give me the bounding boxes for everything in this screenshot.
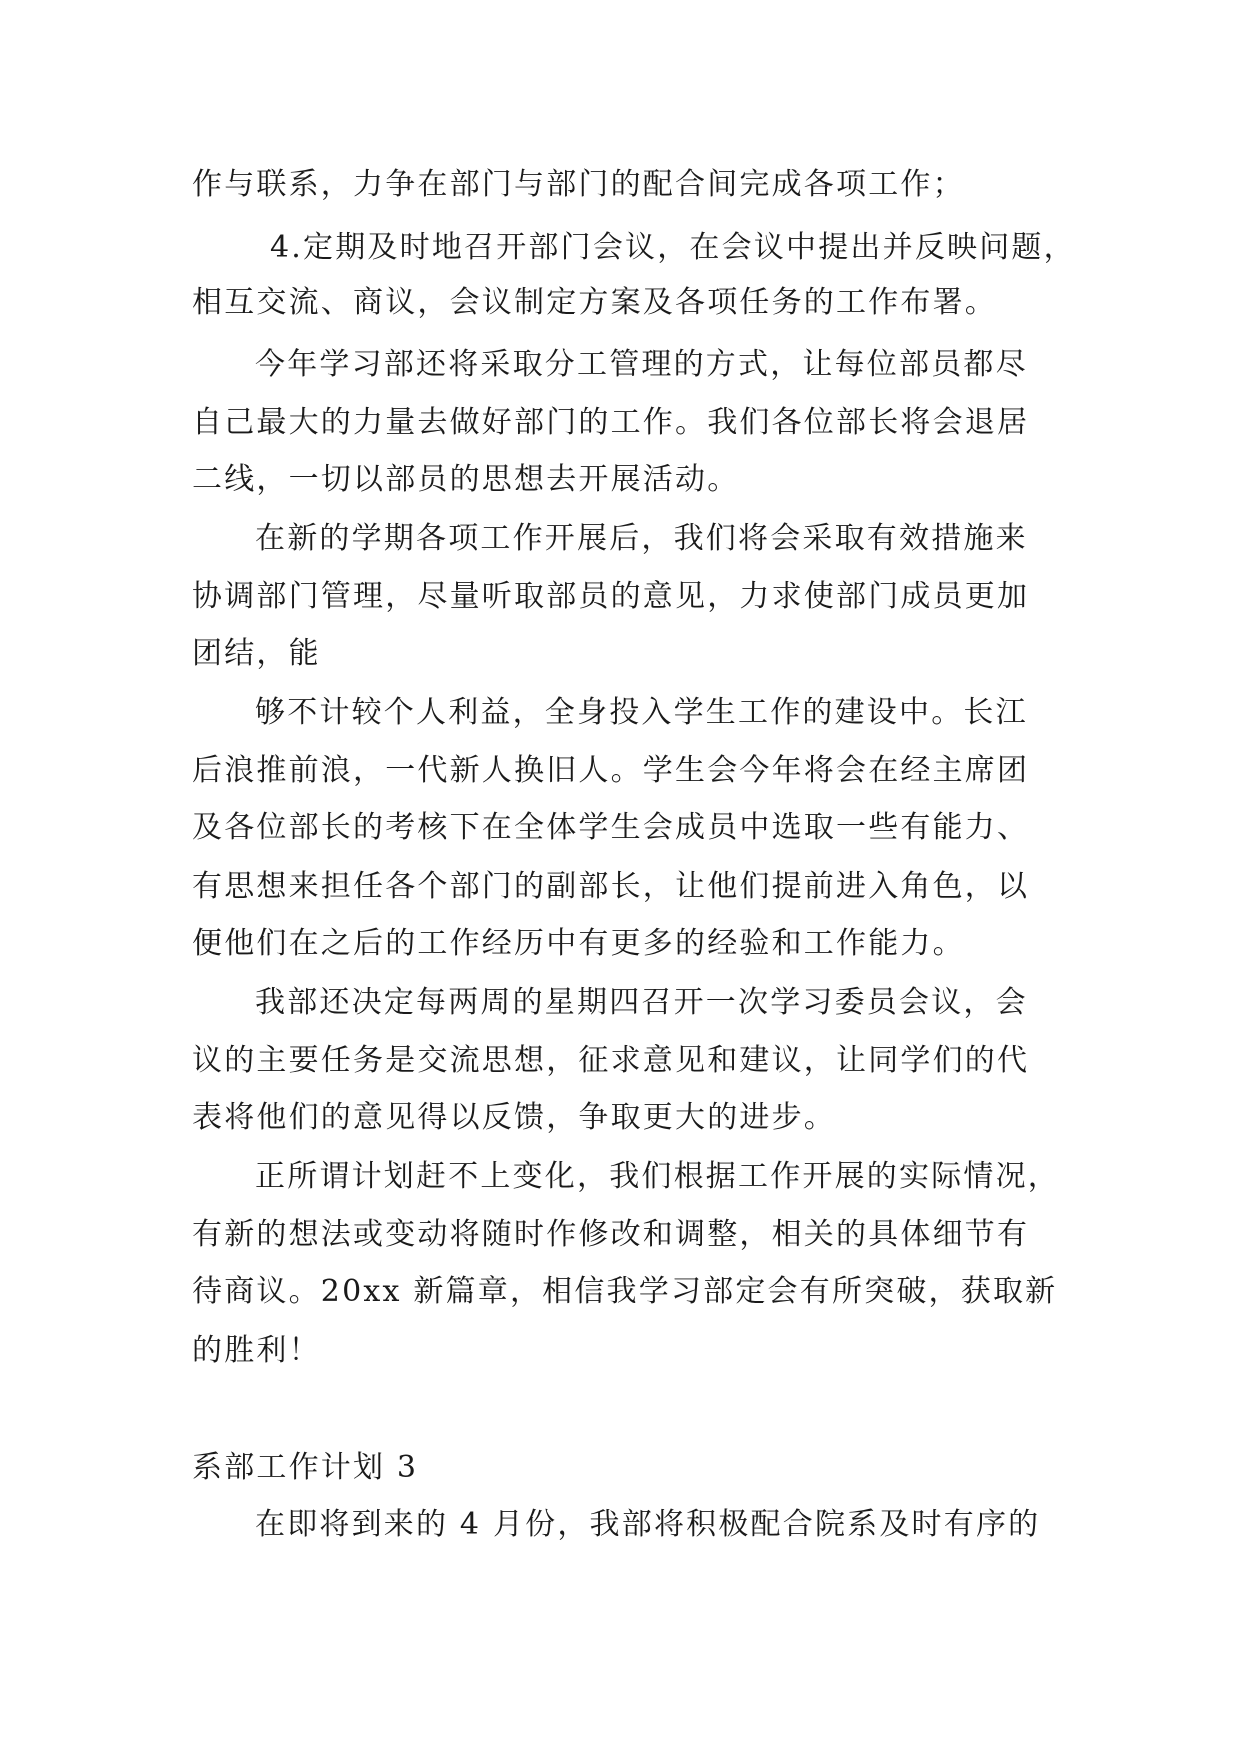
paragraph-line: 后浪推前浪，一代新人换旧人。学生会今年将会在经主席团 bbox=[192, 753, 1030, 788]
paragraph-line: 正所谓计划赶不上变化，我们根据工作开展的实际情况， bbox=[255, 1159, 1060, 1194]
paragraph-line: 今年学习部还将采取分工管理的方式，让每位部员都尽 bbox=[255, 347, 1028, 382]
paragraph-line: 议的主要任务是交流思想，征求意见和建议，让同学们的代 bbox=[192, 1043, 1030, 1078]
paragraph-line: 相互交流、商议，会议制定方案及各项任务的工作布署。 bbox=[192, 285, 997, 320]
paragraph-line: 便他们在之后的工作经历中有更多的经验和工作能力。 bbox=[192, 926, 965, 961]
paragraph-line: 够不计较个人利益，全身投入学生工作的建设中。长江 bbox=[255, 695, 1028, 730]
paragraph-line: 表将他们的意见得以反馈，争取更大的进步。 bbox=[192, 1100, 836, 1135]
paragraph-line: 协调部门管理，尽量听取部员的意见，力求使部门成员更加 bbox=[192, 579, 1030, 614]
paragraph-line: 团结，能 bbox=[192, 636, 321, 671]
section-heading: 系部工作计划 3 bbox=[192, 1450, 419, 1485]
paragraph-line: 待商议。20xx 新篇章，相信我学习部定会有所突破，获取新 bbox=[192, 1274, 1058, 1309]
paragraph-line: 及各位部长的考核下在全体学生会成员中选取一些有能力、 bbox=[192, 810, 1030, 845]
paragraph-line: 有新的想法或变动将随时作修改和调整，相关的具体细节有 bbox=[192, 1217, 1030, 1252]
paragraph-line: 在新的学期各项工作开展后，我们将会采取有效措施来 bbox=[255, 521, 1028, 556]
paragraph-line: 的胜利！ bbox=[192, 1333, 321, 1368]
paragraph-line: 自己最大的力量去做好部门的工作。我们各位部长将会退居 bbox=[192, 405, 1030, 440]
paragraph-line: 有思想来担任各个部门的副部长，让他们提前进入角色，以 bbox=[192, 869, 1030, 904]
paragraph-line: 4.定期及时地召开部门会议，在会议中提出并反映问题， bbox=[270, 230, 1076, 265]
paragraph-line: 作与联系，力争在部门与部门的配合间完成各项工作； bbox=[192, 167, 965, 202]
paragraph-line: 二线，一切以部员的思想去开展活动。 bbox=[192, 462, 740, 497]
paragraph-line: 我部还决定每两周的星期四召开一次学习委员会议，会 bbox=[255, 985, 1028, 1020]
paragraph-line: 在即将到来的 4 月份，我部将积极配合院系及时有序的 bbox=[255, 1507, 1041, 1542]
